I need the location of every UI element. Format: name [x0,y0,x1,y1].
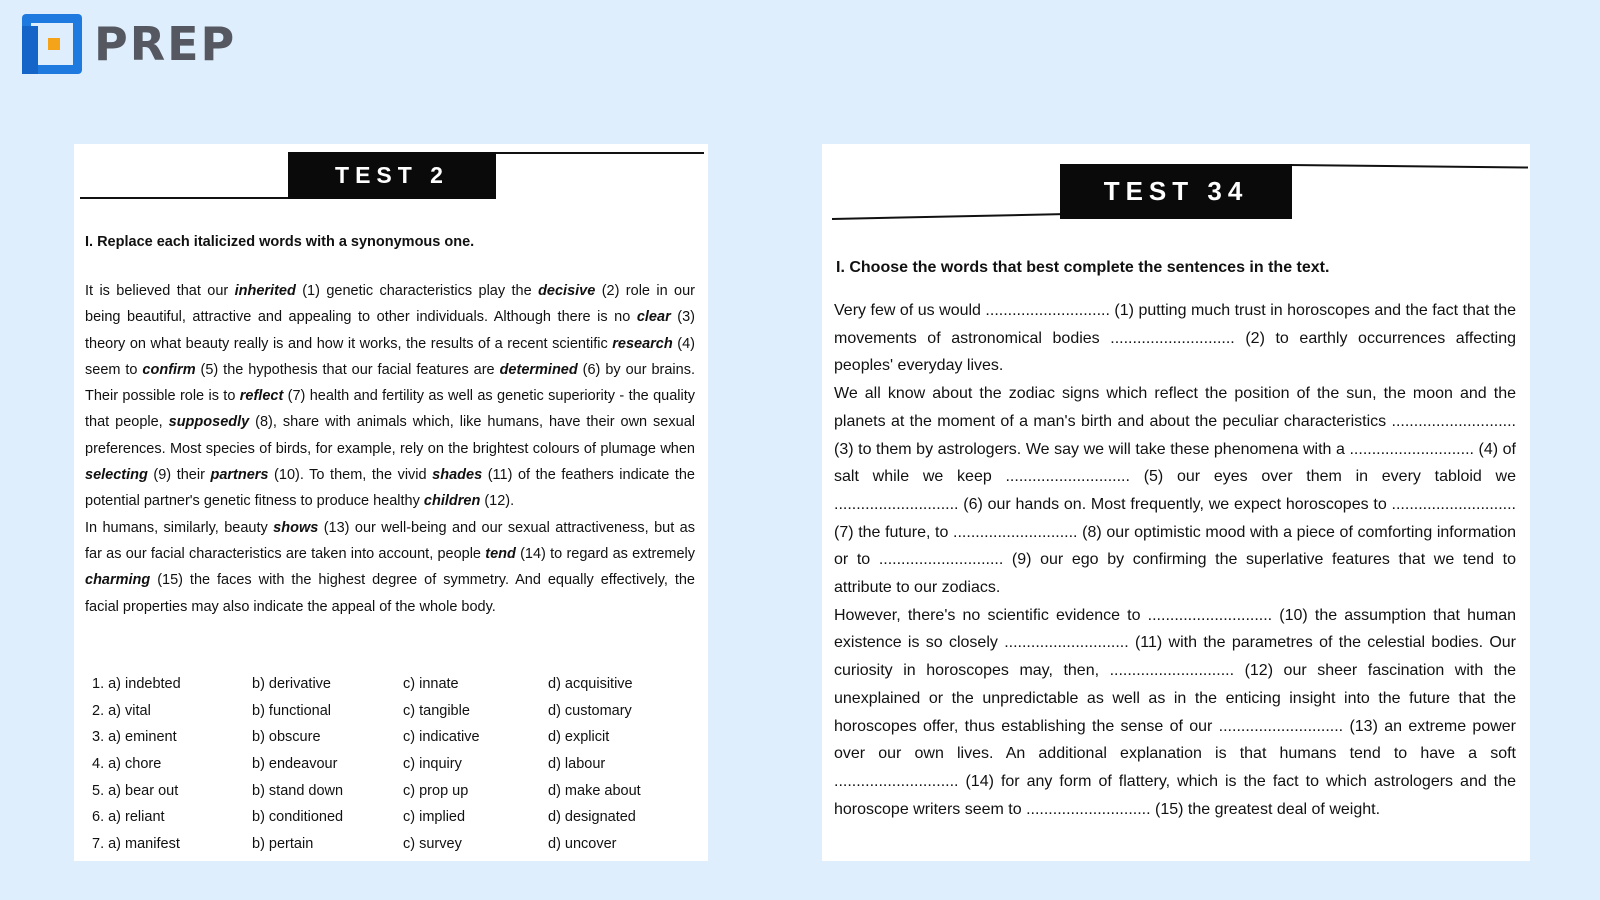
italicized-word-wrap [85,572,150,588]
italicized-word: research [612,335,673,352]
option-choice: b) functional [252,702,331,719]
test-34-page [822,144,1530,861]
passage-paragraph [85,515,695,620]
passage-text: (1) genetic characteristics play the [295,283,539,299]
passage-text: (8), share with animals which, like humans, have their own sexual preferences. Most species of birds, for example, rely on the brightest colours of plumage when [85,414,695,457]
italicized-word: reflect [239,388,284,405]
option-choice: d) customary [548,702,632,719]
passage-text: (9) their [147,467,211,484]
italicized-word: children [423,493,481,510]
italicized-word: selecting [85,467,148,484]
test-2-page [74,144,708,861]
passage-text: (7) health and fertility as well as genetic superiority - the quality that people, [85,388,695,431]
option-choice: 6. a) reliant [92,809,165,826]
option-choice: d) labour [548,756,606,773]
option-choice: c) implied [403,809,466,826]
italicized-word-wrap [538,283,595,299]
italicized-word-wrap [485,546,516,562]
option-choice: 2. a) vital [92,702,151,719]
option-choice: c) survey [403,835,462,852]
italicized-word-wrap [500,362,578,378]
option-choice: 1. a) indebted [92,676,181,693]
reading-passage [85,278,695,620]
option-choice: b) stand down [252,782,344,799]
option-row [92,724,692,751]
passage-text: (13) our well-being and our sexual attractiveness, but as far as our facial characteristics are taken into account, people [85,519,695,562]
option-choice: 5. a) bear out [92,782,179,799]
section-heading: I. Replace each italicized words with a synonymous one. [85,234,475,250]
option-row [92,671,692,698]
option-choice: c) indicative [403,729,480,746]
italicized-word-wrap [142,362,195,378]
italicized-word-wrap [240,388,284,404]
passage-paragraph [85,278,695,515]
test-title: TEST 2 [335,162,449,188]
passage-paragraph: Very few of us would ............................ (1) putting much trust in horoscopes and the fact that the movements of astronomical bodies ............................ (2) to earthly occurrences affecting peoples' everyday lives. [834,302,1516,375]
passage-paragraph: We all know about the zodiac signs which reflect the position of the sun, the moon and the planets at the moment of a man's birth and about the peculiar characteristics ............................ (3) to them by astrologers. We say we will take these phenomena with a ............................ (4) of salt while we keep ............................ (5) our eyes over them in every tabloid we ............................ (6) our hands on. Most frequently, we expect horoscopes to ............................ (7) the future, to ............................ (8) our optimistic mood with a piece of comforting information or to ............................ (9) our ego by confirming the superlative features that we tend to attribute to our zodiacs. [834,385,1516,597]
option-choice: b) conditioned [252,809,344,826]
option-choice: c) inquiry [403,756,462,773]
italicized-word-wrap [210,467,268,483]
option-choice: c) tangible [403,702,470,719]
header-rule-right [1290,164,1528,168]
prep-logo-text: PREP [94,17,237,71]
italicized-word-wrap [424,493,480,509]
italicized-word-wrap [432,467,482,483]
option-choice: 7. a) manifest [92,835,180,852]
test-title: TEST 34 [1103,176,1249,206]
italicized-word-wrap [235,283,296,299]
prep-logo[interactable] [22,14,236,74]
italicized-word: confirm [142,361,196,378]
option-choice: d) acquisitive [548,676,633,693]
option-choice: b) endeavour [252,756,338,773]
option-choice: c) innate [403,676,459,693]
option-row [92,831,692,858]
passage-text: (11) of the feathers indicate the potential partner's genetic fitness to produce healthy [85,467,695,510]
passage-text: (2) role in our being beautiful, attractive and appealing to other individuals. Although there is no [85,283,695,326]
header-rule-left [80,197,290,199]
italicized-word: clear [636,309,671,326]
option-choice: d) make about [548,782,641,799]
passage-text: (5) the hypothesis that our facial features are [195,361,500,378]
italicized-word-wrap [612,336,672,352]
passage-text: (4) seem to [85,335,695,378]
section-heading: I. Choose the words that best complete the sentences in the text. [836,259,1330,276]
option-choice: b) derivative [252,676,331,693]
passage-text: In humans, similarly, beauty [85,519,274,536]
prep-logo-icon [22,14,82,74]
passage-text: It is believed that our [85,283,235,299]
italicized-word-wrap [169,414,250,430]
passage-text: (10). To them, the vivid [268,467,433,484]
italicized-word: shades [432,467,483,484]
italicized-word-wrap [273,520,318,536]
passage-text: (14) to regard as extremely [515,545,696,562]
passage-paragraph: However, there's no scientific evidence to ............................ (10) the assumption that human existence is so closely ............................ (11) with the parametres of the celestial bodies. Our curiosity in horoscopes may, then, ............................ (12) our sheer fascination with the unexplained or the unpredictable as well as in the enticing insight into the future that the horoscopes offer, thus establishing the sense of our ............................ (13) an extreme power over our own lives. An additional explanation is that humans tend to have a soft ............................ (14) for any form of flattery, which is the fact to which astrologers and the horoscope writers seem to ............................ (15) the greatest deal of weight. [834,606,1516,818]
option-row [92,777,692,804]
header-rule-left [832,213,1062,220]
passage-text: (12). [480,493,515,510]
option-row [92,698,692,725]
option-choice: b) obscure [252,729,321,746]
italicized-word-wrap [637,309,671,325]
option-choice: 3. a) eminent [92,729,177,746]
cloze-passage [834,297,1516,823]
option-choice: d) explicit [548,729,610,746]
italicized-word: determined [499,361,578,378]
test-title-box [288,152,496,199]
passage-text: (6) by our brains. Their possible role is to [85,361,695,405]
italicized-word: charming [85,572,151,589]
passage-text: (15) the faces with the highest degree of symmetry. And equally effectively, the facial properties may also indicate the appeal of the whole body. [85,572,695,615]
option-choice: b) pertain [252,835,314,852]
italicized-word: decisive [538,283,596,299]
italicized-word: shows [273,519,319,536]
italicized-word: supposedly [168,414,250,431]
option-choice: d) designated [548,809,636,826]
header-rule-right [494,152,704,154]
option-row [92,751,692,778]
option-choice: 4. a) chore [92,756,162,773]
italicized-word: tend [485,545,516,562]
italicized-word-wrap [85,467,148,483]
option-choice: d) uncover [548,835,617,852]
option-choice: c) prop up [403,782,469,799]
test-title-box [1060,164,1292,219]
italicized-word: inherited [234,283,296,299]
answer-options-table [92,671,692,857]
passage-text: (3) theory on what beauty really is and how it works, the results of a recent scientific [85,309,695,352]
option-row [92,804,692,831]
italicized-word: partners [210,467,269,484]
